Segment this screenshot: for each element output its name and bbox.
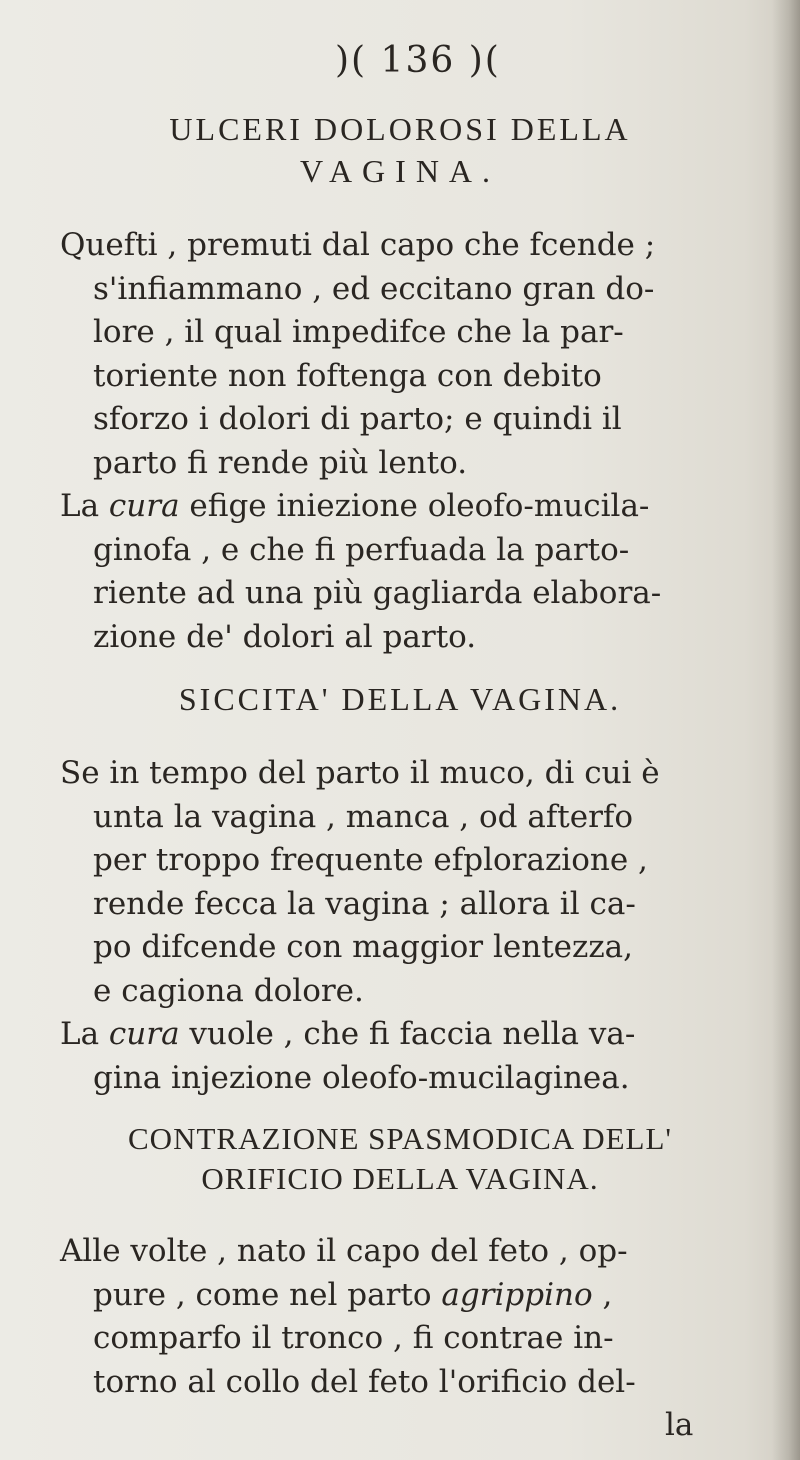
section-heading-siccita bbox=[0, 678, 800, 720]
text-line: La cura efige iniezione oleofo-mucila- bbox=[60, 488, 650, 524]
page-edge-shadow bbox=[772, 0, 800, 1460]
section-heading-ulceri-line2 bbox=[0, 150, 800, 192]
text-line: per troppo frequente efplorazione , bbox=[93, 842, 648, 878]
paragraph-contrazione-description bbox=[60, 1230, 760, 1448]
text-line: e cagiona dolore. bbox=[93, 972, 364, 1009]
text-line: comparfo il tronco , fi contrae in- bbox=[93, 1320, 614, 1356]
text-line: po difcende con maggior lentezza, bbox=[93, 929, 634, 965]
text-line: parto fi rende più lento. bbox=[93, 444, 468, 481]
section-heading-ulceri bbox=[0, 108, 800, 150]
text-line: Alle volte , nato il capo del feto , op- bbox=[60, 1233, 628, 1269]
text-line: toriente non foftenga con debito bbox=[93, 357, 602, 394]
text-line: sforzo i dolori di parto; e quindi il bbox=[93, 401, 622, 437]
section-heading-contrazione-line2 bbox=[0, 1158, 800, 1200]
paragraph-ulceri-cura bbox=[60, 485, 760, 659]
heading-line: ULCERI DOLOROSI DELLA bbox=[169, 111, 631, 147]
text-line: zione de' dolori al parto. bbox=[93, 618, 477, 655]
page-number: )( 136 )( bbox=[335, 40, 501, 81]
section-heading-contrazione bbox=[0, 1118, 800, 1160]
text-line: La cura vuole , che fi faccia nella va- bbox=[60, 1016, 636, 1052]
paragraph-siccita-description bbox=[60, 752, 760, 1013]
heading-line: CONTRAZIONE SPASMODICA DELL' bbox=[128, 1121, 672, 1156]
text-line: gina injezione oleofo-mucilaginea. bbox=[93, 1059, 630, 1096]
text-line: Quefti , premuti dal capo che fcende ; bbox=[60, 227, 656, 263]
text-line: lore , il qual impedifce che la par- bbox=[93, 314, 624, 350]
italic-term: agrippino bbox=[441, 1276, 593, 1313]
text-line: pure , come nel parto agrippino , bbox=[93, 1276, 613, 1313]
text-line: s'infiammano , ed eccitano gran do- bbox=[93, 270, 655, 307]
heading-line: SICCITA' DELLA VAGINA. bbox=[178, 681, 622, 717]
italic-term: cura bbox=[108, 1016, 180, 1052]
catchword: la bbox=[665, 1407, 694, 1443]
heading-line: VAGINA. bbox=[299, 153, 501, 189]
heading-line: ORIFICIO DELLA VAGINA. bbox=[201, 1161, 599, 1196]
text-line: riente ad una più gagliarda elabora- bbox=[93, 575, 662, 611]
text-line: unta la vagina , manca , od afterfo bbox=[93, 798, 634, 835]
text-line: ginofa , e che fi perfuada la parto- bbox=[93, 531, 630, 568]
text-line: rende fecca la vagina ; allora il ca- bbox=[93, 885, 636, 922]
italic-term: cura bbox=[108, 488, 180, 524]
paragraph-ulceri-description bbox=[60, 224, 760, 485]
text-line: Se in tempo del parto il muco, di cui è bbox=[60, 755, 660, 791]
paragraph-siccita-cura bbox=[60, 1013, 760, 1100]
text-line: torno al collo del feto l'orificio del- bbox=[93, 1363, 636, 1400]
